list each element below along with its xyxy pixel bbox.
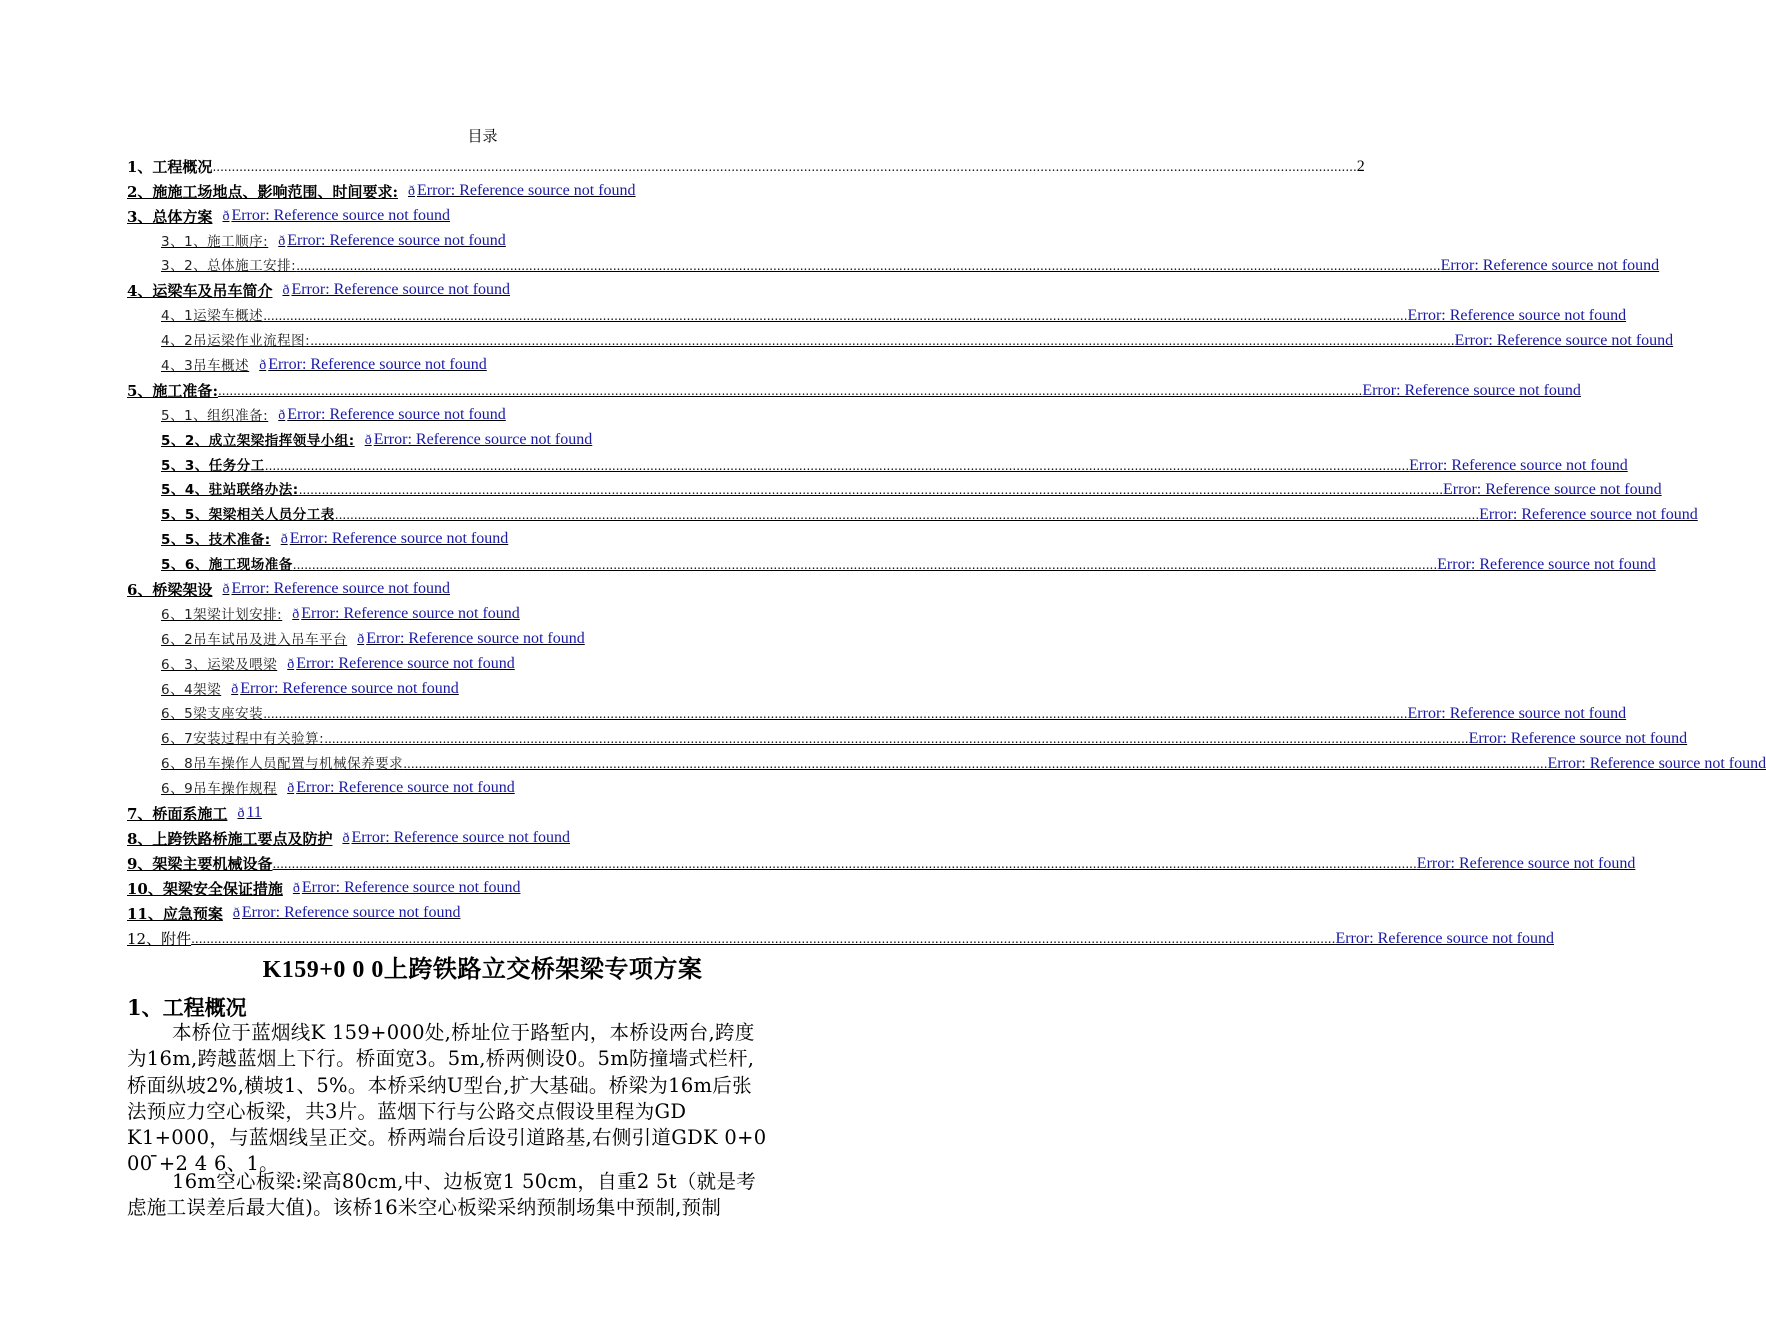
toc-entry[interactable]: [127, 625, 837, 650]
toc-entry-page[interactable]: Error: Reference source not found: [1440, 257, 1660, 275]
toc-entry[interactable]: [127, 924, 1555, 949]
toc-entry[interactable]: [127, 774, 837, 799]
toc-entry-page[interactable]: Error: Reference source not found: [1454, 332, 1674, 350]
toc-leader-dots: ............................................................................................................................................................................................................................................................................................................: [217, 383, 1363, 398]
toc-entry-label: 4、1运梁车概述: [161, 308, 264, 325]
toc-leader-dots: ............................................................................................................................................................................................................................................................................................................: [298, 483, 1444, 498]
toc-leader-dots: ............................................................................................................................................................................................................................................................................................................: [264, 458, 1410, 473]
toc-entry-label: 9、架梁主要机械设备: [127, 854, 273, 873]
toc-entry-label: 4、3吊车概述: [161, 358, 250, 375]
paragraph-line: 法预应力空心板梁，共3片。蓝烟下行与公路交点假设里程为GD: [127, 1099, 687, 1123]
toc-entry-label: 5、4、驻站联络办法:: [161, 482, 299, 499]
toc-entry-page[interactable]: Error: Reference source not found: [1362, 381, 1581, 399]
toc-entry-label: 5、2、成立架梁指挥领导小组:: [161, 432, 355, 449]
toc-entry[interactable]: [127, 724, 1688, 749]
toc-entry-label: 6、3、运梁及喂梁: [161, 656, 278, 673]
toc-entry[interactable]: [127, 749, 1766, 774]
toc-entry-label: 5、1、组织准备:: [161, 407, 269, 424]
toc-entry[interactable]: [127, 675, 837, 700]
toc-entry[interactable]: [127, 351, 837, 376]
toc-entry-page[interactable]: ð Error: Reference source not found: [282, 604, 520, 625]
toc-entry[interactable]: [127, 376, 1581, 401]
toc-entry-label: 5、3、任务分工: [161, 457, 265, 474]
toc-leader-dots: ............................................................................................................................................................................................................................................................................................................: [263, 309, 1408, 324]
toc-entry[interactable]: [127, 550, 1656, 575]
toc-entry-page[interactable]: Error: Reference source not found: [1468, 730, 1688, 748]
toc-leader-dots: ............................................................................................................................................................................................................................................................................................................: [191, 931, 1336, 946]
toc-entry-page[interactable]: ð Error: Reference source not found: [332, 828, 570, 849]
toc-entry-label: 6、2吊车试吊及进入吊车平台: [161, 631, 348, 648]
toc-entry-page[interactable]: ð Error: Reference source not found: [355, 430, 593, 451]
paragraph-line: 本桥位于蓝烟线K 159+000处,桥址位于路堑内，本桥设两台,跨度: [172, 1021, 755, 1044]
toc-entry[interactable]: [127, 451, 1628, 476]
toc-entry-page[interactable]: Error: Reference source not found: [1335, 929, 1555, 947]
toc-entry-page[interactable]: ð Error: Reference source not found: [398, 181, 636, 202]
toc-entry[interactable]: [127, 849, 1636, 874]
toc-entry[interactable]: [127, 500, 1698, 525]
toc-entry-label: 5、5、技术准备:: [161, 532, 271, 549]
toc-entry[interactable]: [127, 824, 837, 849]
toc-entry-page[interactable]: ð Error: Reference source not found: [271, 529, 509, 550]
toc-entry-label: 6、7安装过程中有关验算:: [161, 731, 325, 748]
toc-entry-page[interactable]: ð Error: Reference source not found: [212, 206, 450, 227]
paragraph-line: 虑施工误差后最大值)。该桥16米空心板梁采纳预制场集中预制,预制: [127, 1196, 722, 1220]
toc-entry-label: 7、桥面系施工: [127, 805, 228, 824]
toc-entry-page[interactable]: Error: Reference source not found: [1407, 307, 1627, 325]
toc-entry-page[interactable]: ð Error: Reference source not found: [268, 231, 506, 252]
toc-entry-page[interactable]: Error: Reference source not found: [1443, 481, 1662, 499]
toc-entry-label: 6、5梁支座安装: [161, 706, 264, 723]
toc-entry-page[interactable]: Error: Reference source not found: [1547, 755, 1766, 773]
toc-entry-page[interactable]: ð Error: Reference source not found: [268, 405, 506, 426]
toc-entry-page[interactable]: ð 11: [227, 803, 261, 824]
toc-entry[interactable]: [127, 799, 837, 824]
toc-entry-label: 3、2、总体施工安排:: [161, 258, 297, 275]
toc-leader-dots: ............................................................................................................................................................................................................................................................................................................: [263, 707, 1408, 722]
toc-entry[interactable]: [127, 301, 1627, 326]
document-title: K159+0 0 0上跨铁路立交桥架梁专项方案: [262, 957, 703, 983]
toc-entry[interactable]: [127, 326, 1674, 351]
toc-entry-page[interactable]: Error: Reference source not found: [1409, 456, 1628, 474]
toc-entry[interactable]: [127, 426, 837, 451]
paragraph-line: 00 ̄+2 4 6、1。: [127, 1152, 279, 1176]
toc-entry[interactable]: [127, 202, 837, 227]
table-of-contents: [127, 152, 1766, 949]
toc-entry-page[interactable]: ð Error: Reference source not found: [249, 355, 487, 376]
toc-leader-dots: ............................................................................................................................................................................................................................................................................................................: [212, 159, 1357, 174]
toc-entry-label: 5、6、施工现场准备: [161, 557, 293, 574]
toc-entry-label: 11、应急预案: [127, 904, 223, 923]
toc-entry-label: 2、施施工场地点、影响范围、时间要求:: [127, 182, 398, 201]
toc-entry[interactable]: [127, 650, 837, 675]
toc-entry-page[interactable]: ð Error: Reference source not found: [347, 629, 585, 650]
toc-entry-label: 4、运梁车及吊车简介: [127, 282, 273, 301]
toc-entry-label: 3、总体方案: [127, 207, 213, 226]
toc-entry[interactable]: [127, 177, 837, 202]
toc-leader-dots: ............................................................................................................................................................................................................................................................................................................: [292, 558, 1438, 573]
toc-leader-dots: ............................................................................................................................................................................................................................................................................................................: [403, 757, 1548, 772]
toc-entry-label: 4、2吊运梁作业流程图:: [161, 333, 311, 350]
toc-entry-page[interactable]: ð Error: Reference source not found: [212, 579, 450, 600]
toc-entry-page[interactable]: ð Error: Reference source not found: [277, 654, 515, 675]
toc-entry[interactable]: [127, 700, 1627, 725]
toc-entry-page[interactable]: 2: [1356, 157, 1365, 175]
toc-entry[interactable]: [127, 401, 837, 426]
toc-entry-page[interactable]: Error: Reference source not found: [1479, 506, 1698, 524]
paragraph-line: 16m空心板梁:梁高80cm,中、边板宽1 50cm，自重2 5t（就是考: [172, 1170, 757, 1193]
toc-entry-page[interactable]: Error: Reference source not found: [1437, 556, 1656, 574]
toc-entry[interactable]: [127, 476, 1662, 501]
toc-entry-page[interactable]: Error: Reference source not found: [1407, 705, 1627, 723]
toc-entry-page[interactable]: ð Error: Reference source not found: [221, 679, 459, 700]
toc-leader-dots: ............................................................................................................................................................................................................................................................................................................: [324, 732, 1469, 747]
toc-entry-label: 3、1、施工顺序:: [161, 233, 269, 250]
toc-entry-label: 6、桥梁架设: [127, 581, 213, 600]
toc-entry-page[interactable]: ð Error: Reference source not found: [283, 878, 521, 899]
toc-entry[interactable]: [127, 227, 837, 252]
paragraph-line: 桥面纵坡2%,横坡1、5%。本桥采纳U型台,扩大基础。桥梁为16m后张: [127, 1073, 752, 1097]
toc-entry[interactable]: [127, 899, 837, 924]
toc-entry[interactable]: [127, 874, 837, 899]
toc-entry[interactable]: [127, 525, 837, 550]
toc-entry[interactable]: [127, 575, 837, 600]
toc-leader-dots: ............................................................................................................................................................................................................................................................................................................: [296, 259, 1441, 274]
toc-entry[interactable]: [127, 252, 1660, 277]
toc-leader-dots: ............................................................................................................................................................................................................................................................................................................: [272, 856, 1417, 871]
body-paragraph: [127, 1169, 839, 1222]
toc-entry-label: 12、附件: [127, 929, 192, 948]
toc-entry-label: 6、4架梁: [161, 681, 222, 698]
toc-entry-label: 6、8吊车操作人员配置与机械保养要求: [161, 756, 404, 773]
toc-leader-dots: ............................................................................................................................................................................................................................................................................................................: [334, 508, 1480, 523]
toc-entry-page[interactable]: ð Error: Reference source not found: [223, 903, 461, 924]
toc-entry[interactable]: [127, 600, 837, 625]
section-heading: 1、工程概况: [127, 995, 247, 1020]
toc-entry-label: 6、9吊车操作规程: [161, 781, 278, 798]
toc-entry-page[interactable]: Error: Reference source not found: [1416, 854, 1636, 872]
toc-entry-label: 10、架梁安全保证措施: [127, 879, 283, 898]
toc-entry-label: 5、施工准备:: [127, 381, 218, 400]
toc-leader-dots: ............................................................................................................................................................................................................................................................................................................: [310, 334, 1455, 349]
toc-entry-label: 1、工程概况: [127, 157, 213, 176]
toc-entry-page[interactable]: ð Error: Reference source not found: [272, 280, 510, 301]
toc-entry-page[interactable]: ð Error: Reference source not found: [277, 778, 515, 799]
body-paragraph: [127, 1020, 839, 1178]
toc-entry[interactable]: [127, 152, 1365, 177]
toc-entry-label: 5、5、架梁相关人员分工表: [161, 507, 335, 524]
toc-title: 目录: [467, 127, 498, 145]
paragraph-line: K1+000，与蓝烟线呈正交。桥两端台后设引道路基,右侧引道GDK 0+0: [127, 1126, 767, 1150]
toc-entry-label: 6、1架梁计划安排:: [161, 606, 283, 623]
paragraph-line: 为16m,跨越蓝烟上下行。桥面宽3。5m,桥两侧设0。5m防撞墙式栏杆,: [127, 1047, 755, 1071]
toc-entry[interactable]: [127, 276, 837, 301]
toc-entry-label: 8、上跨铁路桥施工要点及防护: [127, 829, 333, 848]
